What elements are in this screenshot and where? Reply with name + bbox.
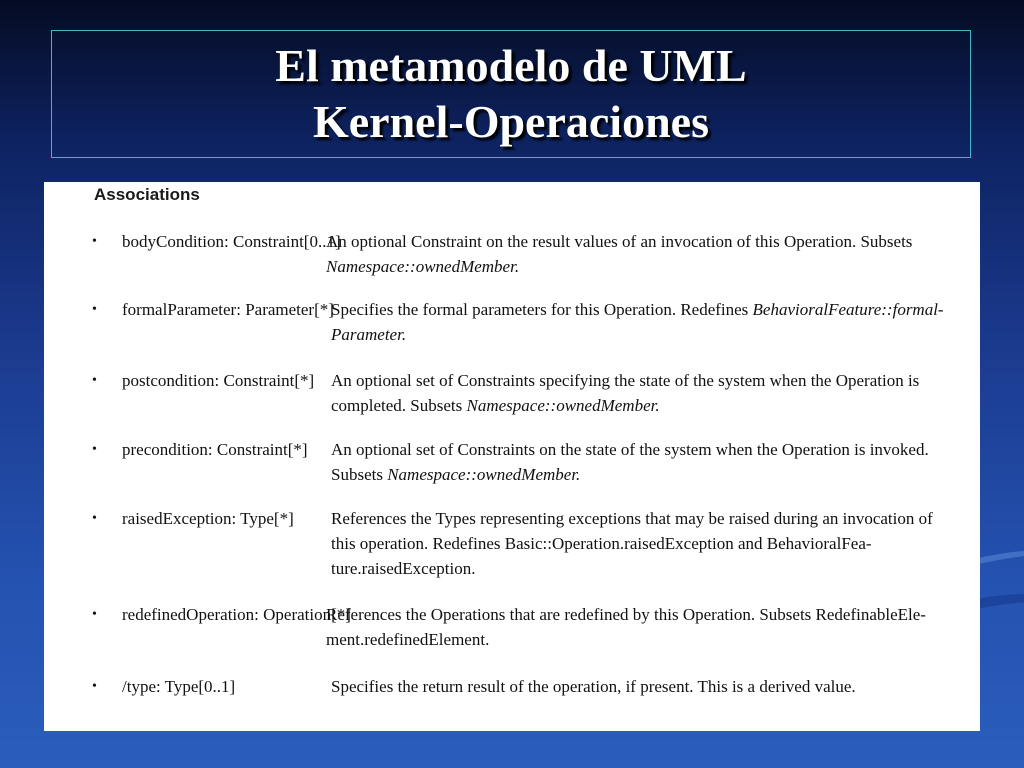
association-term: postcondition: Constraint[*] — [122, 371, 315, 390]
associations-heading: Associations — [94, 185, 200, 204]
bullet: • — [92, 607, 97, 622]
slide-title-box — [51, 30, 971, 158]
bullet: • — [92, 302, 97, 317]
association-item-bodycondition — [44, 229, 980, 289]
association-item-raisedexception — [44, 506, 980, 591]
association-term: precondition: Constraint[*] — [122, 440, 308, 459]
association-term: /type: Type[0..1] — [122, 677, 236, 696]
association-item-type — [44, 674, 980, 704]
bullet: • — [92, 442, 97, 457]
association-item-precondition — [44, 437, 980, 497]
association-term: raisedException: Type[*] — [122, 509, 294, 528]
bullet: • — [92, 373, 97, 388]
association-item-redefinedoperation — [44, 602, 980, 662]
association-description: Specifies the formal parameters for this Operation. Redefines BehavioralFeature::formal- Parameter. — [331, 300, 944, 344]
slide-title-line2: Kernel-Operaciones — [312, 96, 709, 147]
document-image — [44, 182, 980, 731]
association-item-postcondition — [44, 368, 980, 428]
association-description: References the Types representing exceptions that may be raised during an invocation of this operation. Redefines Basic::Operation.raisedException and BehavioralFea- ture.raisedException. — [331, 509, 933, 578]
association-item-formalparameter — [44, 297, 980, 357]
bullet: • — [92, 679, 97, 694]
association-term: redefinedOperation: Operation[*] — [122, 605, 351, 624]
association-description: An optional set of Constraints on the state of the system when the Operation is invoked. Subsets Namespace::ownedMember. — [331, 440, 929, 484]
association-description: An optional set of Constraints specifying the state of the system when the Operation is completed. Subsets Namespace::ownedMember. — [331, 371, 920, 415]
association-description: References the Operations that are redefined by this Operation. Subsets RedefinableEle- ment.redefinedElement. — [326, 605, 926, 649]
bullet: • — [92, 234, 97, 249]
association-description: An optional Constraint on the result values of an invocation of this Operation. Subsets Namespace::ownedMember. — [326, 232, 913, 276]
slide-title-line1: El metamodelo de UML — [275, 40, 747, 91]
association-term: bodyCondition: Constraint[0..1] — [122, 232, 341, 251]
bullet: • — [92, 511, 97, 526]
association-description: Specifies the return result of the operation, if present. This is a derived value. — [331, 677, 856, 696]
association-term: formalParameter: Parameter[*] — [122, 300, 334, 319]
